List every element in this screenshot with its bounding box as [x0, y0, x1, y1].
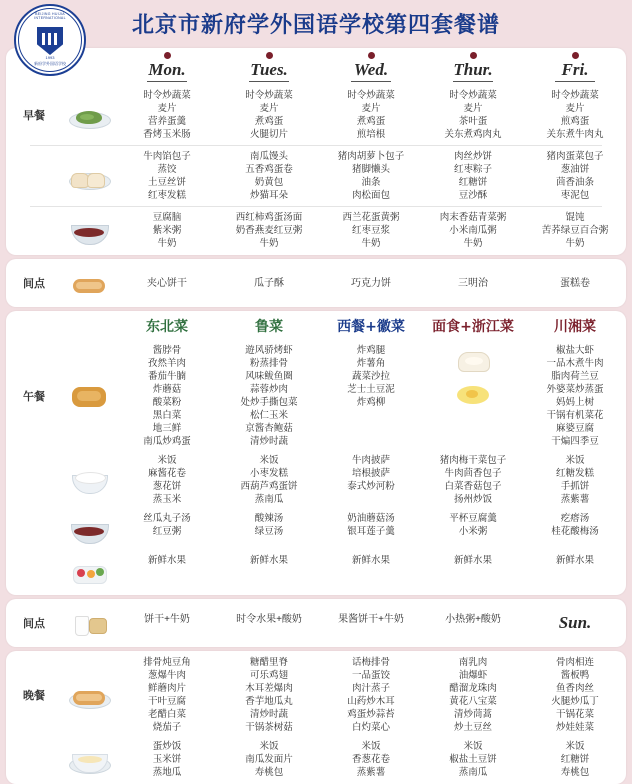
dinner-mon-dishes: 排骨炖豆角 葱爆牛肉 鲜蘑肉片 干叶豆腐 老醋白菜 烧茄子	[143, 657, 191, 733]
sunday-header: Sun.	[558, 613, 592, 632]
lunch-fruit-col-3: 新鲜水果	[453, 555, 492, 566]
lunch-staples-col-4: 米饭 红糖发糕 手抓饼 蒸紫薯	[555, 455, 594, 505]
lunch-staples-col-1: 米饭 小枣发糕 西葫芦鸡蛋饼 蒸南瓜	[240, 455, 298, 505]
food-thumb-pastry	[67, 268, 111, 298]
lunch-dishes-col-2: 炸鸡腿 炸薯角 蔬菜沙拉 芝士土豆泥 炸鸡柳	[347, 345, 395, 408]
breakfast-group-3	[6, 208, 626, 253]
snack-morning-fri: 蛋糕卷	[560, 277, 590, 289]
lunch-fruit-row	[6, 551, 626, 593]
snack-morning-thu: 三明治	[458, 277, 488, 289]
breakfast-mon-1: 时令炒蔬菜 麦片 营养蛋羹 香烤玉米肠	[143, 90, 191, 140]
food-thumb-braised-dish	[67, 680, 111, 710]
lunch-dishes-col-3	[422, 344, 524, 448]
meal-label-dinner: 晚餐	[23, 690, 45, 702]
breakfast-tue-1: 时令炒蔬菜 麦片 煮鸡蛋 火腿切片	[245, 90, 293, 140]
lunch-fruit-col-2: 新鲜水果	[351, 555, 390, 566]
food-thumb-vegetable	[67, 100, 111, 130]
breakfast-thu-2: 肉丝炒饼 红枣粽子 红糖饼 豆沙酥	[453, 151, 492, 201]
breakfast-mon-2: 牛肉馅包子 蒸饺 土豆丝饼 红枣发糕	[143, 151, 191, 201]
divider	[30, 145, 602, 146]
lunch-soup-col-3: 平杯豆腐羹 小米粥	[449, 513, 497, 537]
snack-afternoon-thu: 小热粥+酸奶	[445, 614, 501, 625]
dinner-card	[6, 651, 626, 784]
food-thumb-bun-plate	[451, 346, 495, 376]
logo-ring	[18, 8, 82, 72]
divider	[30, 206, 602, 207]
cuisine-header-3: 面食+浙江菜	[432, 319, 514, 335]
lunch-cuisine-header-row	[6, 313, 626, 341]
breakfast-group-1	[6, 86, 626, 144]
day-mon: Mon.	[116, 52, 218, 82]
breakfast-wed-2: 猪肉胡萝卜包子 猪脚懒头 油条 肉松面包	[337, 151, 405, 201]
snack-afternoon-wed: 果酱饼干+牛奶	[338, 614, 404, 625]
food-thumb-porridge	[67, 216, 111, 246]
food-thumb-rice-plate	[67, 745, 111, 775]
breakfast-tue-2: 南瓜馒头 五香鸡蛋卷 奶黄包 炒猫耳朵	[245, 151, 293, 201]
weekday-header-row	[6, 50, 626, 86]
page-title: 北京市新府学外国语学校第四套餐谱	[131, 13, 500, 38]
meal-label-snack-afternoon: 间点	[23, 618, 45, 630]
breakfast-wed-3: 西兰花蛋黄粥 红枣豆浆 牛奶	[342, 212, 400, 249]
dinner-thu-staples: 米饭 椒盐土豆饼 蒸南瓜	[449, 741, 497, 778]
cuisine-header-1: 鲁菜	[255, 319, 283, 335]
lunch-soup-col-1: 酸辣汤 绿豆汤	[254, 513, 284, 537]
lunch-fruit-col-0: 新鲜水果	[147, 555, 186, 566]
food-thumb-steamed-bun	[67, 161, 111, 191]
day-wed: Wed.	[320, 52, 422, 82]
logo-bottom-text: 新府学外国语学校	[34, 61, 66, 66]
dinner-staples-row	[6, 737, 626, 782]
day-thu: Thur.	[422, 52, 524, 82]
dinner-fri-dishes: 骨肉相连 酱板鸭 鱼香肉丝 火腿炒瓜丁 干锅花菜 炒娃娃菜	[551, 657, 599, 733]
page-header	[6, 0, 626, 66]
dinner-wed-dishes: 话梅排骨 一品蛋饺 肉汁蒸子 山药炒木耳 鸡蛋炒蒜苔 白灼菜心	[347, 657, 395, 733]
lunch-staples-col-3: 猪肉梅干菜包子 牛肉茴香包子 白菜香菇包子 扬州炒饭	[439, 455, 507, 505]
dinner-dishes-row	[6, 653, 626, 737]
lunch-dishes-row	[6, 341, 626, 451]
snack-morning-wed: 巧克力饼	[351, 277, 391, 289]
meal-label-lunch: 午餐	[23, 391, 45, 403]
lunch-staples-col-0: 米饭 麻酱花卷 葱花饼 蒸玉米	[147, 455, 186, 505]
dinner-tue-staples: 米饭 南瓜发面片 寿桃包	[245, 741, 293, 778]
food-thumb-egg-dish	[451, 378, 495, 408]
breakfast-wed-1: 时令炒蔬菜 麦片 煮鸡蛋 煎培根	[347, 90, 395, 140]
breakfast-mon-3: 豆腐脑 紫米粥 牛奶	[152, 212, 182, 249]
meal-label-breakfast: 早餐	[23, 110, 45, 122]
breakfast-fri-1: 时令炒蔬菜 麦片 煎鸡蛋 关东煮牛肉丸	[546, 90, 604, 140]
breakfast-fri-2: 猪肉蛋菜包子 葱油饼 茴香油条 枣泥包	[546, 151, 604, 201]
lunch-soup-col-2: 奶油蘑菇汤 银耳莲子羹	[347, 513, 395, 537]
food-thumb-milk-biscuit	[67, 608, 111, 638]
breakfast-thu-1: 时令炒蔬菜 麦片 茶叶蛋 关东煮鸡肉丸	[444, 90, 502, 140]
lunch-staples-row	[6, 451, 626, 509]
breakfast-fri-3: 馄饨 苦荞绿豆百合粥 牛奶	[541, 212, 609, 249]
breakfast-thu-3: 肉末香菇青菜粥 小米南瓜粥 牛奶	[439, 212, 507, 249]
meal-label-snack-morning: 间点	[23, 278, 45, 290]
snack-morning-tue: 瓜子酥	[254, 277, 284, 289]
food-thumb-rice-bowl	[67, 465, 111, 495]
dinner-tue-dishes: 糖醋里脊 可乐鸡翅 木耳差爆肉 香芋地瓜丸 清炒时蔬 干锅茶树菇	[245, 657, 293, 733]
snack-morning-mon: 夹心饼干	[147, 277, 187, 289]
cuisine-header-4: 川湘菜	[554, 319, 596, 335]
lunch-soup-col-0: 丝瓜丸子汤 红豆粥	[143, 513, 191, 537]
cuisine-header-2: 西餐+徽菜	[337, 319, 405, 335]
lunch-dishes-col-4: 椒盐大虾 一品木煮牛肉 脂肉荷兰豆 外婆菜炒蒸蛋 妈妈上树 干锅有机菜花 麻婆豆腐 干煸四季豆	[546, 345, 604, 447]
morning-snack-card	[6, 259, 626, 307]
lunch-dishes-col-1: 遊风骄烤虾 粉蒸排骨 风味鲅鱼圈 蒜蓉炒肉 处炒手撕包菜 松仁玉米 京酱杏鲍菇 清炒时蔬	[240, 345, 298, 447]
school-logo	[14, 4, 86, 76]
breakfast-tue-3: 西红柿鸡蛋汤面 奶香燕麦红豆粥 牛奶	[235, 212, 303, 249]
lunch-fruit-col-4: 新鲜水果	[555, 555, 594, 566]
dinner-thu-dishes: 南乳肉 油爆虾 醋溜龙珠肉 黄花八宝菜 清炒茼蒿 炒土豆丝	[449, 657, 497, 733]
breakfast-card	[6, 48, 626, 255]
lunch-soup-row	[6, 509, 626, 551]
snack-afternoon-mon: 饼干+牛奶	[144, 614, 190, 625]
dinner-mon-staples: 蛋炒饭 玉米饼 蒸地瓜	[152, 741, 182, 778]
shield-icon	[37, 27, 63, 55]
food-thumb-soup	[67, 515, 111, 545]
snack-afternoon-tue: 时令水果+酸奶	[236, 614, 302, 625]
dinner-wed-staples: 米饭 香葱花卷 蒸紫薯	[351, 741, 390, 778]
cuisine-header-0: 东北菜	[146, 319, 188, 335]
lunch-dishes-col-0: 酱脖骨 孜然羊肉 番茄牛腩 炸蘑菇 酸菜粉 黑白菜 地三鲜 南瓜炒鸡蛋	[143, 345, 191, 447]
food-thumb-fruit	[67, 557, 111, 587]
dinner-fri-staples: 米饭 红糖饼 寿桃包	[560, 741, 590, 778]
afternoon-snack-card	[6, 599, 626, 647]
logo-top-text: BEIJING HUIJIA INTERNATIONAL	[34, 12, 66, 20]
lunch-card	[6, 311, 626, 595]
food-thumb-fried-chicken	[67, 381, 111, 411]
day-fri: Fri.	[524, 52, 626, 82]
logo-year: 1993	[45, 55, 55, 60]
day-tue: Tues.	[218, 52, 320, 82]
lunch-soup-col-4: 疙瘩汤 桂花酸梅汤	[551, 513, 599, 537]
lunch-staples-col-2: 牛肉披萨 培根披萨 泰式炒河粉	[347, 455, 395, 492]
lunch-fruit-col-1: 新鲜水果	[249, 555, 288, 566]
breakfast-group-2	[6, 147, 626, 205]
